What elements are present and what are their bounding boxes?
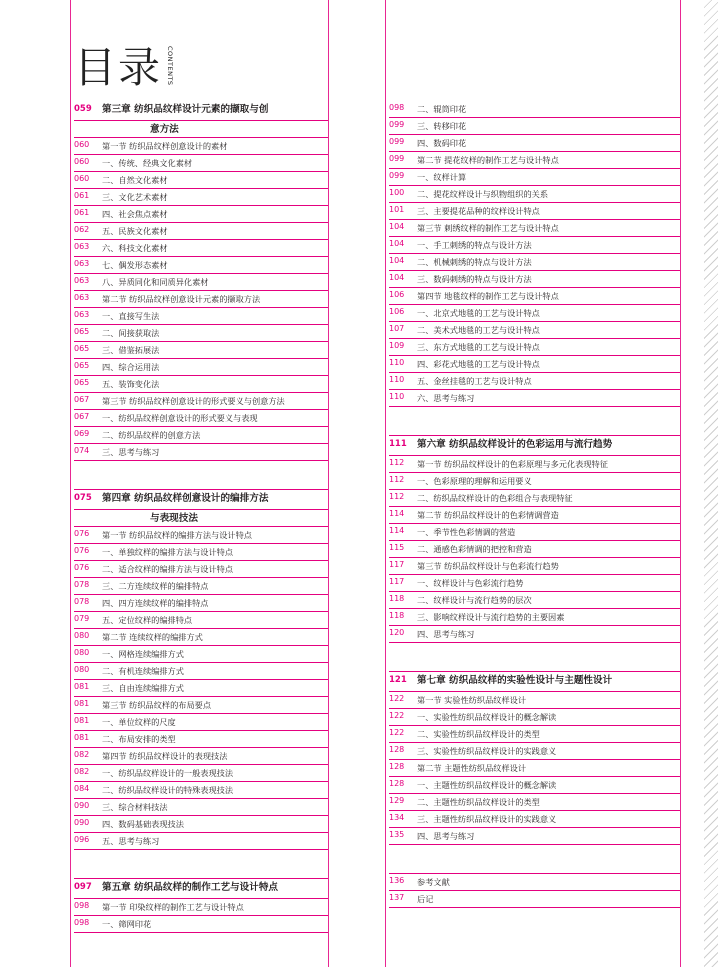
toc-entry-text: 第三节 纺织品纹样创意设计的形式要义与创意方法 xyxy=(102,396,285,406)
toc-entry-row xyxy=(74,342,328,359)
toc-entry-text: 七、偶发形态素材 xyxy=(102,260,168,270)
toc-page-number: 097 xyxy=(74,882,92,892)
toc-entry-row xyxy=(74,257,328,274)
toc-entry-row xyxy=(389,794,680,811)
toc-entry-text: 三、影响纹样设计与流行趋势的主要因素 xyxy=(417,612,565,622)
toc-entry-row xyxy=(389,524,680,541)
toc-entry-row xyxy=(74,833,328,850)
toc-entry-row xyxy=(74,731,328,748)
toc-page-number: 128 xyxy=(389,762,405,771)
toc-entry-text: 五、装饰变化法 xyxy=(102,379,160,389)
toc-entry-text: 与表现技法 xyxy=(150,513,198,524)
toc-page-number: 122 xyxy=(389,694,405,703)
toc-page-number: 074 xyxy=(74,446,90,455)
toc-entry-text: 一、色彩原理的理解和运用要义 xyxy=(417,476,532,486)
toc-entry-text: 三、二方连续纹样的编排特点 xyxy=(102,581,209,591)
toc-entry-row xyxy=(389,743,680,760)
toc-entry-row xyxy=(74,393,328,410)
toc-entry-text: 一、纹样计算 xyxy=(417,172,467,182)
toc-chapter-row xyxy=(74,490,328,510)
toc-page-number: 081 xyxy=(74,716,90,725)
toc-page-number: 110 xyxy=(389,358,405,367)
toc-entry-row xyxy=(74,359,328,376)
toc-page-number: 136 xyxy=(389,876,405,885)
toc-entry-row xyxy=(74,274,328,291)
toc-entry-row xyxy=(74,510,328,527)
toc-page-number: 117 xyxy=(389,577,405,586)
toc-page-number: 099 xyxy=(389,120,405,129)
toc-entry-text: 第四节 纺织品纹样设计的表现技法 xyxy=(102,751,228,761)
toc-page-number: 060 xyxy=(74,140,90,149)
toc-page-number: 114 xyxy=(389,509,405,518)
toc-spacer-row xyxy=(74,461,328,490)
toc-entry-text: 五、思考与练习 xyxy=(102,836,160,846)
guide-line-mid-right xyxy=(385,0,386,967)
toc-entry-text: 三、主要提花品种的纹样设计特点 xyxy=(417,206,540,216)
toc-entry-row xyxy=(389,169,680,186)
toc-page-number: 135 xyxy=(389,830,405,839)
toc-entry-row xyxy=(389,473,680,490)
toc-entry-row xyxy=(389,118,680,135)
toc-entry-row xyxy=(389,709,680,726)
toc-entry-row xyxy=(389,811,680,828)
toc-entry-text: 第二节 纺织品纹样创意设计元素的撷取方法 xyxy=(102,294,261,304)
toc-page-number: 063 xyxy=(74,276,90,285)
toc-entry-row xyxy=(74,561,328,578)
toc-entry-text: 二、有机连续编排方式 xyxy=(102,666,184,676)
toc-page-number xyxy=(74,121,102,124)
toc-entry-text: 三、文化艺术素材 xyxy=(102,192,168,202)
toc-page-number: 099 xyxy=(389,154,405,163)
toc-entry-text: 二、机械刺绣的特点与设计方法 xyxy=(417,257,532,267)
toc-entry-text: 二、纺织品纹样的创意方法 xyxy=(102,430,201,440)
toc-entry-row xyxy=(389,271,680,288)
toc-entry-row xyxy=(74,189,328,206)
toc-entry-row xyxy=(74,612,328,629)
toc-entry-text: 一、主题性纺织品纹样设计的概念解读 xyxy=(417,780,557,790)
toc-entry-row xyxy=(74,816,328,833)
toc-page-number: 112 xyxy=(389,458,405,467)
toc-page-number: 111 xyxy=(389,439,407,449)
toc-entry-text: 三、自由连续编排方式 xyxy=(102,683,184,693)
toc-entry-text: 二、提花纹样设计与织物组织的关系 xyxy=(417,189,549,199)
toc-entry-text: 一、手工刺绣的特点与设计方法 xyxy=(417,240,532,250)
toc-page-number: 099 xyxy=(389,171,405,180)
toc-entry-row xyxy=(389,777,680,794)
toc-entry-text: 二、美术式地毯的工艺与设计特点 xyxy=(417,325,540,335)
toc-entry-row xyxy=(389,828,680,845)
toc-entry-text: 一、传统、经典文化素材 xyxy=(102,158,193,168)
toc-entry-text: 三、数码刺绣的特点与设计方法 xyxy=(417,274,532,284)
toc-entry-text: 二、布局安排的类型 xyxy=(102,734,176,744)
toc-entry-row xyxy=(389,254,680,271)
toc-page-number: 065 xyxy=(74,361,90,370)
toc-page-number: 104 xyxy=(389,273,405,282)
toc-entry-row xyxy=(74,291,328,308)
toc-entry-text: 第三节 刺绣纹样的制作工艺与设计特点 xyxy=(417,223,559,233)
toc-entry-text: 四、思考与练习 xyxy=(417,629,475,639)
toc-entry-text: 一、实验性纺织品纹样设计的概念解读 xyxy=(417,712,557,722)
toc-spacer-row xyxy=(389,407,680,436)
toc-entry-text: 五、定位纹样的编排特点 xyxy=(102,615,193,625)
toc-entry-row xyxy=(74,646,328,663)
toc-entry-text: 六、思考与练习 xyxy=(417,393,475,403)
toc-entry-row xyxy=(389,490,680,507)
toc-entry-row xyxy=(74,427,328,444)
toc-page-number: 129 xyxy=(389,796,405,805)
toc-entry-row xyxy=(389,726,680,743)
toc-entry-text: 意方法 xyxy=(150,124,179,135)
toc-entry-row xyxy=(74,544,328,561)
toc-entry-text: 四、数码基础表现技法 xyxy=(102,819,184,829)
toc-page-number: 060 xyxy=(74,157,90,166)
toc-entry-text: 第一节 纺织品纹样设计的色彩原理与多元化表现特征 xyxy=(417,459,608,469)
toc-entry-text: 三、转移印花 xyxy=(417,121,467,131)
toc-page-number: 137 xyxy=(389,893,405,902)
toc-page-number: 099 xyxy=(389,137,405,146)
toc-entry-text: 三、思考与练习 xyxy=(102,447,160,457)
toc-entry-row xyxy=(389,575,680,592)
toc-entry-text: 二、纺织品纹样设计的特殊表现技法 xyxy=(102,785,234,795)
toc-page-number: 122 xyxy=(389,728,405,737)
toc-entry-text: 第三节 纺织品纹样的布局要点 xyxy=(102,700,212,710)
toc-page-number: 121 xyxy=(389,675,407,685)
toc-page-number: 081 xyxy=(74,733,90,742)
toc-entry-row xyxy=(74,899,328,916)
toc-entry-text: 四、彩花式地毯的工艺与设计特点 xyxy=(417,359,540,369)
toc-entry-text: 二、自然文化素材 xyxy=(102,175,168,185)
toc-page-number: 128 xyxy=(389,745,405,754)
toc-entry-text: 第二节 纺织品纹样设计的色彩情调营造 xyxy=(417,510,559,520)
toc-entry-text: 第一节 实验性纺织品纹样设计 xyxy=(417,695,527,705)
toc-page-number xyxy=(389,407,417,409)
toc-page-number: 081 xyxy=(74,682,90,691)
toc-entry-text: 四、四方连续纹样的编排特点 xyxy=(102,598,209,608)
toc-page-number: 063 xyxy=(74,242,90,251)
toc-entry-text: 第四节 地毯纹样的制作工艺与设计特点 xyxy=(417,291,559,301)
toc-entry-text: 四、数码印花 xyxy=(417,138,467,148)
toc-entry-text: 一、直接写生法 xyxy=(102,311,160,321)
toc-entry-row xyxy=(74,325,328,342)
toc-page-number: 104 xyxy=(389,222,405,231)
toc-page-number: 065 xyxy=(74,327,90,336)
toc-entry-row xyxy=(74,155,328,172)
toc-page-number: 112 xyxy=(389,492,405,501)
guide-line-right xyxy=(680,0,681,967)
toc-entry-row xyxy=(74,121,328,138)
toc-page-number: 078 xyxy=(74,597,90,606)
toc-page-number xyxy=(389,845,417,847)
toc-entry-text: 二、纹样设计与流行趋势的层次 xyxy=(417,595,532,605)
toc-page-number: 063 xyxy=(74,293,90,302)
page-title: 目录 xyxy=(74,43,163,92)
toc-entry-row xyxy=(389,152,680,169)
toc-entry-row xyxy=(74,782,328,799)
toc-entry-text: 三、借鉴拓展法 xyxy=(102,345,160,355)
toc-entry-row xyxy=(74,138,328,155)
toc-page-number: 063 xyxy=(74,259,90,268)
toc-page-number: 067 xyxy=(74,412,90,421)
decorative-hatch-border xyxy=(704,0,718,967)
toc-chapter-row xyxy=(74,101,328,121)
toc-entry-text: 二、辊筒印花 xyxy=(417,104,467,114)
toc-page-number: 062 xyxy=(74,225,90,234)
toc-entry-text: 参考文献 xyxy=(417,877,450,887)
toc-entry-text: 四、思考与练习 xyxy=(417,831,475,841)
toc-entry-text: 二、适合纹样的编排方法与设计特点 xyxy=(102,564,234,574)
toc-entry-row xyxy=(389,186,680,203)
toc-entry-text: 第一节 纺织品纹样创意设计的素材 xyxy=(102,141,228,151)
toc-entry-text: 四、综合运用法 xyxy=(102,362,160,372)
toc-entry-row xyxy=(389,390,680,407)
toc-entry-row xyxy=(74,663,328,680)
toc-entry-text: 后记 xyxy=(417,894,434,904)
toc-page-number: 080 xyxy=(74,665,90,674)
toc-entry-text: 一、筛网印花 xyxy=(102,919,152,929)
toc-page-number: 096 xyxy=(74,835,90,844)
toc-spacer-row xyxy=(389,643,680,672)
toc-page-number: 118 xyxy=(389,594,405,603)
toc-page-number: 100 xyxy=(389,188,405,197)
toc-entry-text: 一、网格连续编排方式 xyxy=(102,649,184,659)
toc-page-number: 104 xyxy=(389,239,405,248)
toc-entry-text: 一、纹样设计与色彩流行趋势 xyxy=(417,578,524,588)
toc-entry-text: 六、科技文化素材 xyxy=(102,243,168,253)
toc-entry-row xyxy=(389,237,680,254)
toc-page-number: 107 xyxy=(389,324,405,333)
toc-entry-row xyxy=(389,339,680,356)
toc-page-number: 067 xyxy=(74,395,90,404)
toc-page-number: 080 xyxy=(74,648,90,657)
toc-entry-row xyxy=(74,697,328,714)
toc-page-number: 059 xyxy=(74,104,92,114)
toc-entry-row xyxy=(389,692,680,709)
toc-entry-text: 一、纺织品纹样设计的一般表现技法 xyxy=(102,768,234,778)
toc-entry-row xyxy=(74,799,328,816)
toc-page-number xyxy=(389,643,417,645)
toc-page-number: 098 xyxy=(74,901,90,910)
toc-entry-row xyxy=(74,527,328,544)
toc-entry-row xyxy=(74,629,328,646)
toc-entry-row xyxy=(389,101,680,118)
toc-page-number: 098 xyxy=(389,103,405,112)
toc-page-number: 079 xyxy=(74,614,90,623)
toc-page-number: 117 xyxy=(389,560,405,569)
toc-entry-text: 三、主题性纺织品纹样设计的实践意义 xyxy=(417,814,557,824)
toc-entry-row xyxy=(389,456,680,473)
toc-entry-row xyxy=(389,373,680,390)
toc-page-number: 122 xyxy=(389,711,405,720)
toc-entry-row xyxy=(389,609,680,626)
toc-page-number: 060 xyxy=(74,174,90,183)
toc-entry-row xyxy=(389,541,680,558)
toc-chapter-row xyxy=(389,672,680,692)
toc-entry-row xyxy=(389,305,680,322)
toc-entry-text: 二、实验性纺织品纹样设计的类型 xyxy=(417,729,540,739)
toc-page-number: 090 xyxy=(74,801,90,810)
toc-entry-row xyxy=(74,376,328,393)
toc-page-number: 106 xyxy=(389,290,405,299)
toc-chapter-row xyxy=(389,436,680,456)
toc-entry-row xyxy=(74,714,328,731)
toc-entry-row xyxy=(74,223,328,240)
toc-entry-row xyxy=(389,626,680,643)
toc-entry-row xyxy=(389,135,680,152)
toc-entry-row xyxy=(389,592,680,609)
toc-page-number: 065 xyxy=(74,378,90,387)
toc-entry-row xyxy=(389,220,680,237)
toc-entry-text: 二、主题性纺织品纹样设计的类型 xyxy=(417,797,540,807)
toc-entry-text: 三、东方式地毯的工艺与设计特点 xyxy=(417,342,540,352)
toc-entry-row xyxy=(389,356,680,373)
toc-chapter-row xyxy=(74,879,328,899)
toc-entry-text: 三、综合材料技法 xyxy=(102,802,168,812)
toc-entry-text: 一、单位纹样的尺度 xyxy=(102,717,176,727)
toc-page-number: 109 xyxy=(389,341,405,350)
toc-entry-text: 二、通感色彩情调的把控和营造 xyxy=(417,544,532,554)
contents-label: CONTENTS xyxy=(166,46,174,86)
toc-entry-text: 一、单独纹样的编排方法与设计特点 xyxy=(102,547,234,557)
toc-entry-text: 二、间接获取法 xyxy=(102,328,160,338)
toc-entry-row xyxy=(389,874,680,891)
toc-entry-row xyxy=(389,760,680,777)
toc-page-number: 106 xyxy=(389,307,405,316)
toc-entry-text: 四、社会焦点素材 xyxy=(102,209,168,219)
toc-page-number: 076 xyxy=(74,529,90,538)
toc-entry-row xyxy=(74,765,328,782)
toc-entry-text: 第二节 连续纹样的编排方式 xyxy=(102,632,203,642)
toc-entry-text: 第一节 印染纹样的制作工艺与设计特点 xyxy=(102,902,244,912)
toc-page-number: 082 xyxy=(74,767,90,776)
toc-page-number: 110 xyxy=(389,375,405,384)
toc-page-number: 118 xyxy=(389,611,405,620)
toc-entry-row xyxy=(389,322,680,339)
toc-entry-text: 第七章 纺织品纹样的实验性设计与主题性设计 xyxy=(417,675,613,686)
toc-page-number: 069 xyxy=(74,429,90,438)
toc-page-number: 128 xyxy=(389,779,405,788)
toc-page-number: 112 xyxy=(389,475,405,484)
toc-entry-text: 第二节 主题性纺织品纹样设计 xyxy=(417,763,527,773)
toc-entry-row xyxy=(74,172,328,189)
toc-entry-text: 八、异质同化和同质异化素材 xyxy=(102,277,209,287)
toc-page-number: 082 xyxy=(74,750,90,759)
toc-entry-text: 第一节 纺织品纹样的编排方法与设计特点 xyxy=(102,530,252,540)
toc-page-number: 081 xyxy=(74,699,90,708)
toc-page-number: 115 xyxy=(389,543,405,552)
toc-entry-row xyxy=(389,507,680,524)
toc-entry-text: 第二节 提花纹样的制作工艺与设计特点 xyxy=(417,155,559,165)
guide-line-left xyxy=(70,0,71,967)
toc-entry-row xyxy=(74,240,328,257)
toc-entry-row xyxy=(74,578,328,595)
toc-spacer-row xyxy=(389,845,680,874)
toc-page-number xyxy=(74,510,102,513)
toc-entry-row xyxy=(74,595,328,612)
toc-page-number: 063 xyxy=(74,310,90,319)
toc-entry-text: 第四章 纺织品纹样创意设计的编排方法 xyxy=(102,493,269,504)
guide-line-mid-left xyxy=(328,0,329,967)
toc-entry-row xyxy=(74,410,328,427)
toc-entry-text: 一、季节性色彩情调的营造 xyxy=(417,527,516,537)
toc-page-number: 098 xyxy=(74,918,90,927)
toc-page-number: 104 xyxy=(389,256,405,265)
toc-page-number: 110 xyxy=(389,392,405,401)
toc-entry-text: 五、金丝挂毯的工艺与设计特点 xyxy=(417,376,532,386)
toc-entry-row xyxy=(74,444,328,461)
toc-entry-text: 第五章 纺织品纹样的制作工艺与设计特点 xyxy=(102,882,279,893)
toc-entry-row xyxy=(74,916,328,933)
toc-entry-row xyxy=(74,748,328,765)
toc-entry-row xyxy=(389,558,680,575)
toc-entry-text: 一、纺织品纹样创意设计的形式要义与表现 xyxy=(102,413,258,423)
toc-page-number: 061 xyxy=(74,191,90,200)
toc-entry-row xyxy=(74,308,328,325)
toc-spacer-row xyxy=(74,850,328,879)
toc-page-number: 084 xyxy=(74,784,90,793)
toc-page-number: 076 xyxy=(74,546,90,555)
toc-entry-text: 一、北京式地毯的工艺与设计特点 xyxy=(417,308,540,318)
toc-page-number: 076 xyxy=(74,563,90,572)
toc-page-number: 061 xyxy=(74,208,90,217)
toc-page-number: 101 xyxy=(389,205,405,214)
page-title-block xyxy=(74,44,162,92)
toc-page-number: 120 xyxy=(389,628,405,637)
toc-entry-row xyxy=(389,203,680,220)
toc-page-number: 078 xyxy=(74,580,90,589)
toc-entry-text: 五、民族文化素材 xyxy=(102,226,168,236)
toc-page-number xyxy=(74,850,102,852)
toc-entry-text: 三、实验性纺织品纹样设计的实践意义 xyxy=(417,746,557,756)
toc-entry-text: 第六章 纺织品纹样设计的色彩运用与流行趋势 xyxy=(417,439,613,450)
toc-entry-text: 第三章 纺织品纹样设计元素的撷取与创 xyxy=(102,104,269,115)
toc-page-number: 075 xyxy=(74,493,92,503)
toc-page-number: 134 xyxy=(389,813,405,822)
toc-page-number: 114 xyxy=(389,526,405,535)
toc-page-number: 065 xyxy=(74,344,90,353)
toc-page-number: 080 xyxy=(74,631,90,640)
toc-entry-row xyxy=(389,891,680,908)
toc-entry-text: 二、纺织品纹样设计的色彩组合与表现特征 xyxy=(417,493,573,503)
toc-page-number xyxy=(74,461,102,463)
toc-page-number: 090 xyxy=(74,818,90,827)
toc-entry-text: 第三节 纺织品纹样设计与色彩流行趋势 xyxy=(417,561,559,571)
toc-entry-row xyxy=(389,288,680,305)
toc-entry-row xyxy=(74,206,328,223)
toc-entry-row xyxy=(74,680,328,697)
